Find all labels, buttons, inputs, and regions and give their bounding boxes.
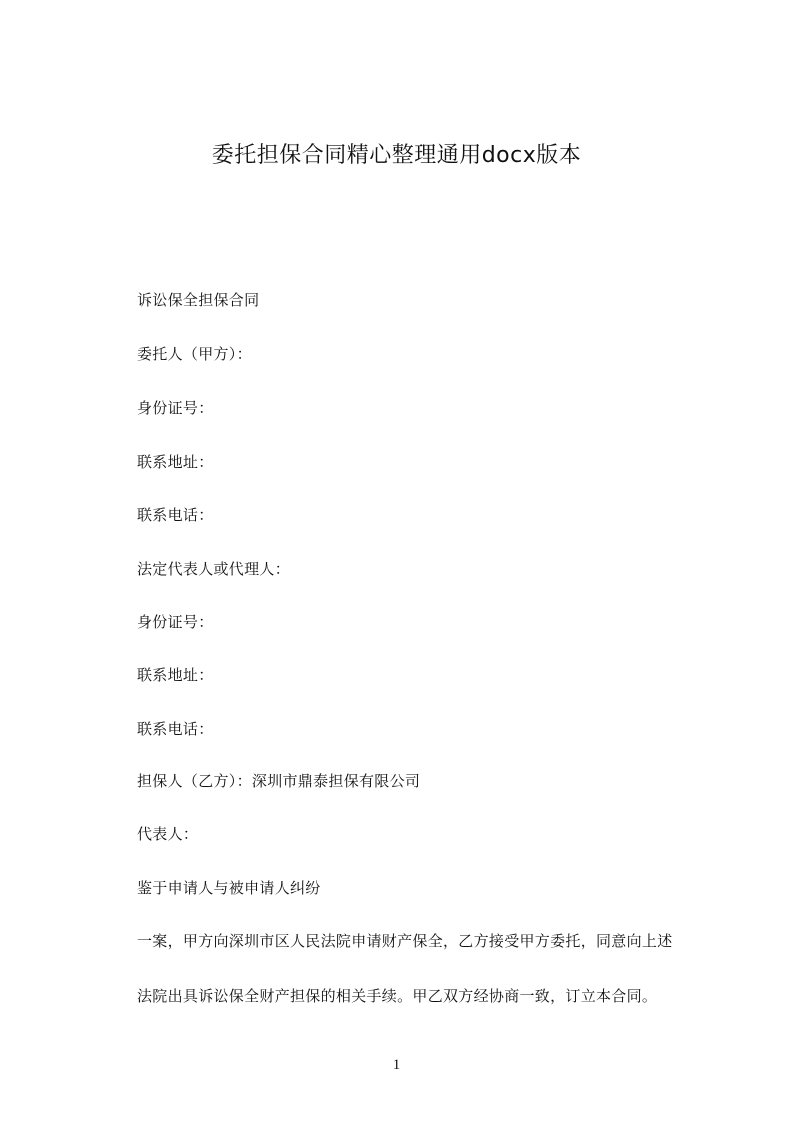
paragraph-line-1: 一案，甲方向深圳市区人民法院申请财产保全，乙方接受甲方委托，同意向上述 bbox=[137, 932, 673, 950]
paragraph-line-2: 法院出具诉讼保全财产担保的相关手续。甲乙双方经协商一致，订立本合同。 bbox=[137, 987, 658, 1005]
legal-representative-label: 法定代表人或代理人： bbox=[137, 560, 291, 578]
contract-heading: 诉讼保全担保合同 bbox=[137, 291, 260, 309]
representative-phone-label: 联系电话： bbox=[137, 720, 214, 738]
principal-id-label: 身份证号： bbox=[137, 399, 214, 417]
page-number: 1 bbox=[392, 1057, 401, 1073]
document-title: 委托担保合同精心整理通用docx版本 bbox=[211, 143, 582, 168]
representative-id-label: 身份证号： bbox=[137, 613, 214, 631]
guarantor-line: 担保人（乙方）：深圳市鼎泰担保有限公司 bbox=[137, 772, 421, 790]
representative-address-label: 联系地址： bbox=[137, 666, 214, 684]
principal-address-label: 联系地址： bbox=[137, 453, 214, 471]
whereas-line: 鉴于申请人与被申请人纠纷 bbox=[137, 879, 321, 897]
guarantor-representative-label: 代表人： bbox=[137, 825, 199, 843]
principal-phone-label: 联系电话： bbox=[137, 506, 214, 524]
principal-label: 委托人（甲方）： bbox=[137, 345, 252, 363]
